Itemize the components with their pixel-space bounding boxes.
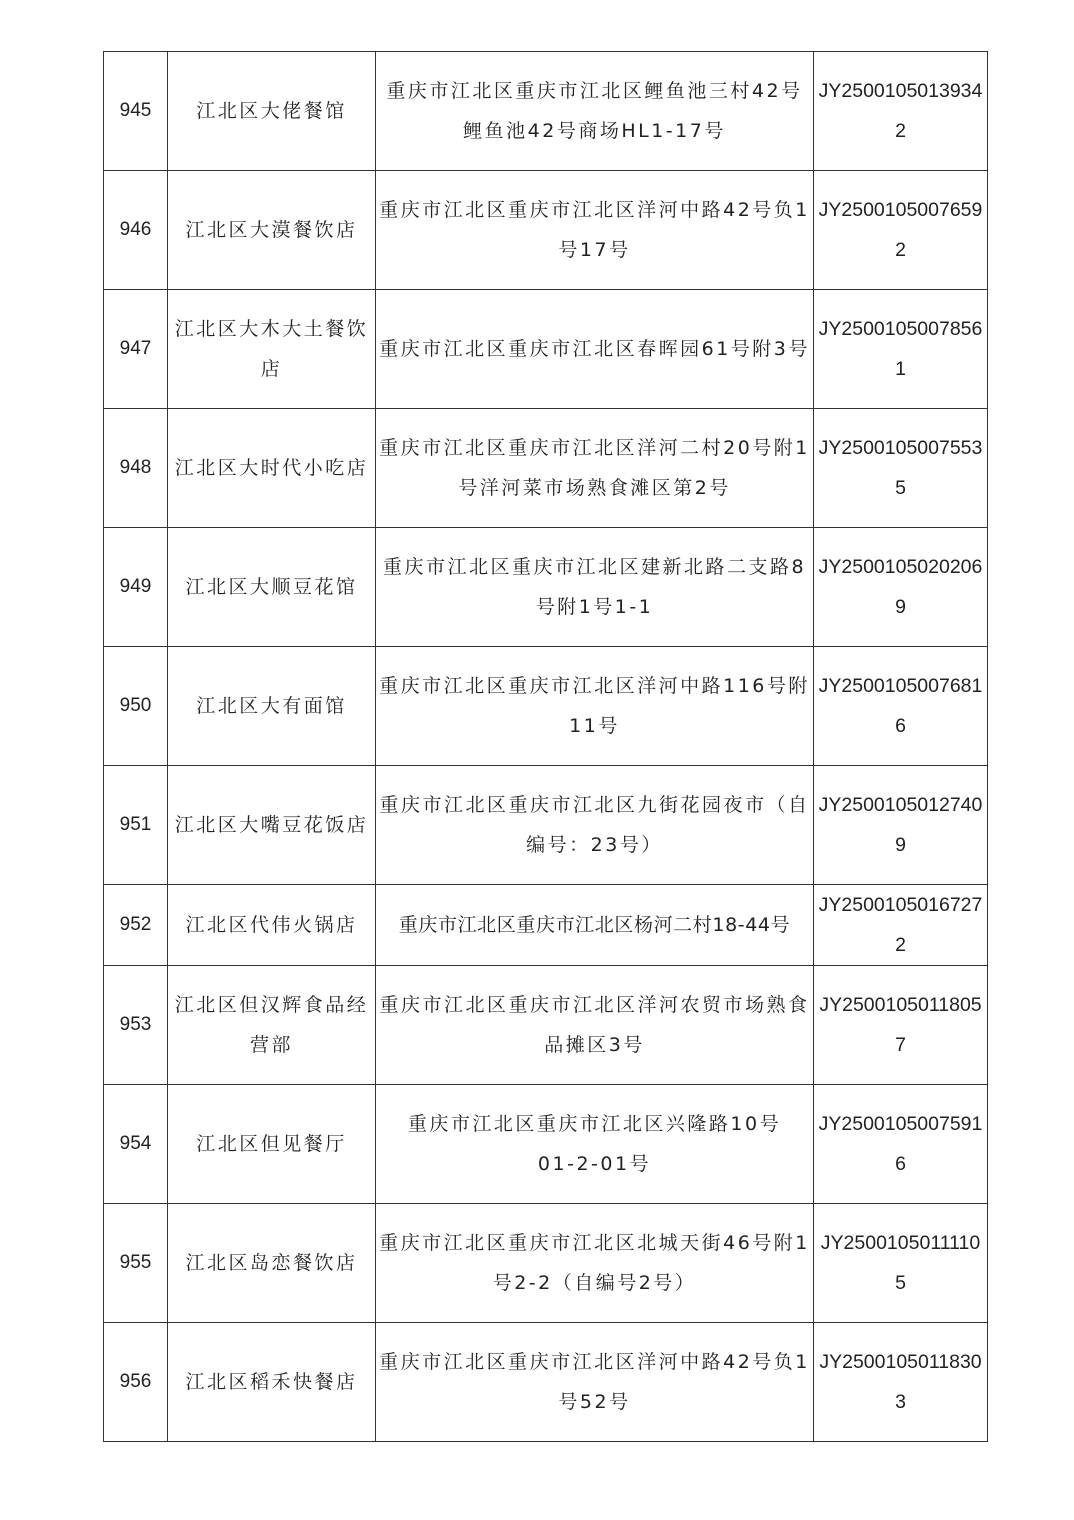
table-row [104,1323,988,1442]
business-name: 江北区但汉辉食品经营部 [168,966,376,1085]
business-address: 重庆市江北区重庆市江北区九街花园夜市（自编号：23号） [376,766,814,885]
row-number: 949 [104,528,168,647]
business-address: 重庆市江北区重庆市江北区洋河二村20号附1号洋河菜市场熟食滩区第2号 [376,409,814,528]
table-row [104,1204,988,1323]
business-name: 江北区岛恋餐饮店 [168,1204,376,1323]
row-number: 953 [104,966,168,1085]
license-number: JY25001050127409 [814,766,988,885]
row-number: 951 [104,766,168,885]
business-address: 重庆市江北区重庆市江北区北城天街46号附1号2-2（自编号2号） [376,1204,814,1323]
license-number: JY25001050075916 [814,1085,988,1204]
row-number: 948 [104,409,168,528]
table-row [104,409,988,528]
business-address: 重庆市江北区重庆市江北区洋河农贸市场熟食品摊区3号 [376,966,814,1085]
business-address: 重庆市江北区重庆市江北区建新北路二支路8号附1号1-1 [376,528,814,647]
table-row [104,647,988,766]
row-number: 947 [104,290,168,409]
row-number: 946 [104,171,168,290]
row-number: 956 [104,1323,168,1442]
license-number: JY25001050139342 [814,52,988,171]
business-address: 重庆市江北区重庆市江北区春晖园61号附3号 [376,290,814,409]
business-name: 江北区大木大土餐饮店 [168,290,376,409]
license-number: JY25001050167272 [814,885,988,966]
table-row [104,528,988,647]
business-name: 江北区大时代小吃店 [168,409,376,528]
license-number: JY25001050076592 [814,171,988,290]
business-name: 江北区大顺豆花馆 [168,528,376,647]
table-row [104,885,988,966]
row-number: 954 [104,1085,168,1204]
row-number: 945 [104,52,168,171]
business-name: 江北区大嘴豆花饭店 [168,766,376,885]
business-name: 江北区代伟火锅店 [168,885,376,966]
business-name: 江北区大佬餐馆 [168,52,376,171]
business-name: 江北区稻禾快餐店 [168,1323,376,1442]
license-number: JY25001050075535 [814,409,988,528]
registry-table [103,51,988,1442]
table-row [104,171,988,290]
business-address: 重庆市江北区重庆市江北区杨河二村18-44号 [376,885,814,966]
business-address: 重庆市江北区重庆市江北区鲤鱼池三村42号鲤鱼池42号商场HL1-17号 [376,52,814,171]
license-number: JY25001050202069 [814,528,988,647]
business-address: 重庆市江北区重庆市江北区洋河中路116号附11号 [376,647,814,766]
business-name: 江北区但见餐厅 [168,1085,376,1204]
row-number: 955 [104,1204,168,1323]
license-number: JY25001050076816 [814,647,988,766]
business-address: 重庆市江北区重庆市江北区兴隆路10号01-2-01号 [376,1085,814,1204]
license-number: JY25001050078561 [814,290,988,409]
row-number: 950 [104,647,168,766]
business-name: 江北区大有面馆 [168,647,376,766]
row-number: 952 [104,885,168,966]
table-row [104,966,988,1085]
table-row [104,52,988,171]
business-name: 江北区大漠餐饮店 [168,171,376,290]
license-number: JY25001050118057 [814,966,988,1085]
table-row [104,1085,988,1204]
table-row [104,766,988,885]
license-number: JY25001050118303 [814,1323,988,1442]
table-row [104,290,988,409]
license-number: JY25001050111105 [814,1204,988,1323]
business-address: 重庆市江北区重庆市江北区洋河中路42号负1号17号 [376,171,814,290]
business-address: 重庆市江北区重庆市江北区洋河中路42号负1号52号 [376,1323,814,1442]
